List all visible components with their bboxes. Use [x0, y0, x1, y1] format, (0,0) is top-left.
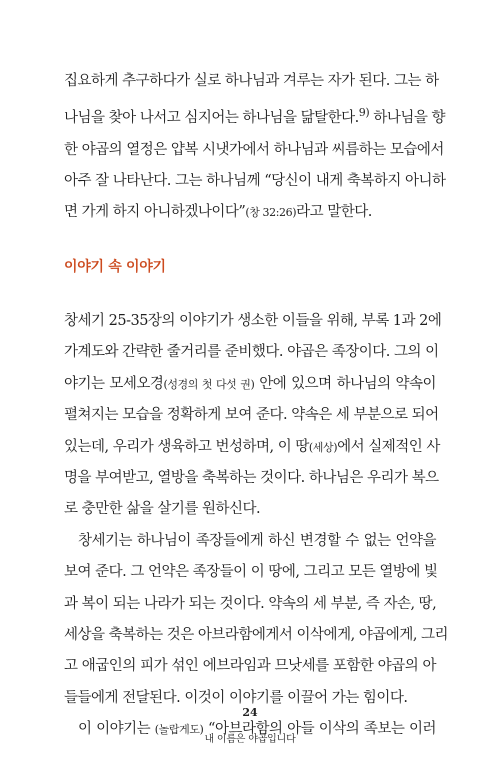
text-fragment: 라고 말한다. — [296, 204, 372, 221]
text-line: 창세기는 하나님이 족장들에게 하신 변경할 수 없는 언약을 — [78, 532, 436, 549]
book-title-footer: 내 이름은 야곱입니다 — [204, 734, 296, 745]
text-fragment: 면 가게 하지 아니하겠나이다” — [64, 204, 246, 221]
parenthetical-note: (성경의 첫 다섯 권) — [163, 377, 255, 391]
text-line: 아주 잘 나타난다. 그는 하나님께 “당신이 내게 축복하지 아니하 — [64, 173, 446, 190]
text-line: 펼쳐지는 모습을 정확하게 보여 준다. 약속은 세 부분으로 되어 — [64, 407, 439, 424]
text-line: 세상을 축복하는 것은 아브라함에게서 이삭에게, 야곱에게, 그리 — [64, 627, 449, 644]
text-line: 한 야곱의 열정은 얍복 시냇가에서 하나님과 씨름하는 모습에서 — [64, 141, 444, 158]
text-line: 가계도와 간략한 줄거리를 준비했다. 야곱은 족장이다. 그의 이 — [64, 344, 439, 361]
section-heading: 이야기 속 이야기 — [64, 259, 166, 275]
text-line: 과 복이 되는 나라가 되는 것이다. 약속의 세 부분, 즉 자손, 땅, — [64, 595, 437, 612]
text-fragment: 하나님을 향 — [369, 110, 446, 127]
text-line: 집요하게 추구하다가 실로 하나님과 겨루는 자가 된다. 그는 하 — [64, 73, 439, 89]
text-fragment: 에서 실제적인 사 — [337, 438, 440, 455]
text-fragment: 있는데, 우리가 생육하고 번성하며, 이 땅 — [64, 438, 309, 455]
text-line: 로 충만한 삶을 살기를 원하신다. — [64, 501, 261, 518]
body-text-top — [64, 66, 446, 229]
page-number: 24 — [242, 706, 258, 719]
text-line: 고 애굽인의 피가 섞인 에브라임과 므낫세를 포함한 야곱의 아 — [64, 658, 436, 675]
parenthetical-note: (놀랍게도) — [154, 723, 204, 737]
text-line: 창세기 25-35장의 이야기가 생소한 이들을 위해, 부록 1과 2에 — [64, 313, 442, 329]
text-fragment: “아브라함의 아들 이삭의 족보는 이러 — [203, 721, 436, 738]
text-fragment: 이 이야기는 — [78, 721, 155, 738]
footnote-marker[interactable]: 9) — [358, 106, 370, 120]
text-line: 들들에게 전달된다. 이것이 이야기를 이끌어 가는 힘이다. — [64, 689, 408, 706]
text-line — [64, 197, 436, 228]
text-line: 보여 준다. 그 언약은 족장들이 이 땅에, 그리고 모든 열방에 빛 — [64, 564, 438, 581]
text-line — [64, 369, 436, 400]
text-fragment: 안에 있으며 하나님의 약속이 — [254, 375, 436, 392]
text-fragment: 야기는 모세오경 — [64, 375, 164, 392]
text-line — [64, 432, 440, 463]
scripture-reference: (창 32:26) — [245, 206, 297, 220]
body-text-main — [64, 306, 449, 746]
text-line — [64, 97, 446, 134]
parenthetical-note: (세상) — [308, 440, 338, 454]
text-line: 명을 부여받고, 열방을 축복하는 것이다. 하나님은 우리가 복으 — [64, 470, 439, 487]
text-fragment: 나님을 찾아 나서고 심지어는 하나님을 닮탈한다. — [64, 110, 359, 127]
